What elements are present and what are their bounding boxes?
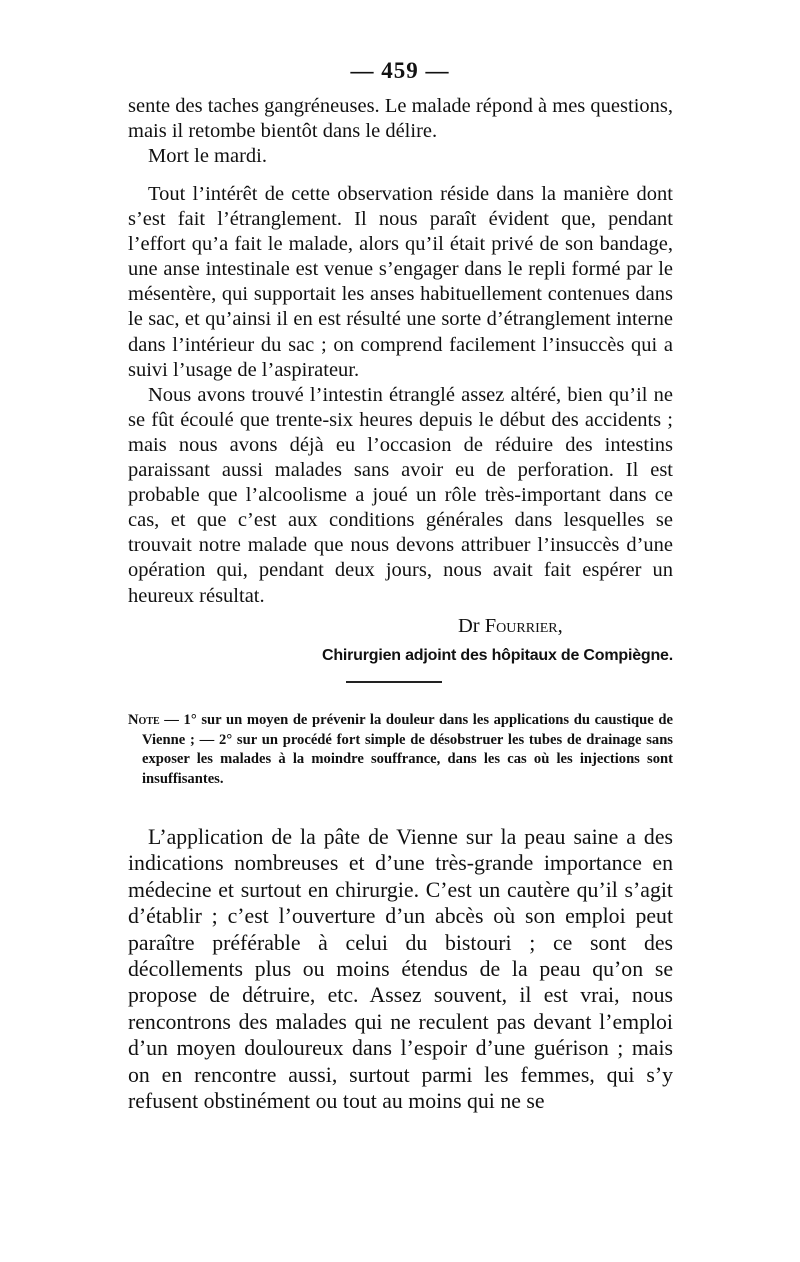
paragraph-observation-1: Tout l’intérêt de cette observation réside dans la manière dont s’est fait l’étranglement. Il nous paraît évident que, pendant l’effort qu’a fait le malade, alors qu’il était privé de son bandage, une anse intestinale est venue s’engager dans le repli formé par le mésentère, qui supportait les anses habituellement contenues dans le sac, et qu’ainsi il en est résulté une sorte d’étranglement interne dans l’intérieur du sac ; on comprend facilement l’insuccès qui a suivi l’usage de l’aspirateur.: [128, 183, 673, 381]
note-label: Note: [128, 712, 160, 728]
note-text: — 1° sur un moyen de prévenir la douleur dans les applications du caustique de Vienne ; — 2° sur un procédé fort simple de désobstruer les tubes de drainage sans exposer les malades à la moindre souffrance, dans les cas où les injections sont insuffisantes.: [142, 712, 673, 787]
observation-text-block: [128, 182, 673, 609]
signature-block: [128, 614, 673, 668]
note-heading: [128, 711, 673, 789]
author-name: Fourrier,: [484, 615, 563, 637]
author-title: Dr: [458, 615, 480, 637]
paragraph-vienna-paste: L’application de la pâte de Vienne sur la peau saine a des indications nombreuses et d’une très-grande importance en médecine et surtout en chirurgie. C’est un cautère qu’il s’agit d’établir ; c’est l’ouverture d’un abcès où son emploi peut paraître préférable à celui du bistouri ; ce sont des décollements plus ou moins étendus de la peau qu’on se propose de détruire, etc. Assez souvent, il est vrai, nous rencontrons des malades qui ne reculent pas devant l’emploi d’un moyen douloureux dans l’espoir d’une guérison ; mais on en rencontre aussi, surtout parmi les femmes, qui s’y refusent obstinément ou tout au moins qui ne se: [128, 825, 673, 1114]
section-divider: [346, 681, 442, 683]
author-line: [128, 614, 673, 639]
paragraph-death-note: Mort le mardi.: [148, 145, 267, 168]
paragraph-observation-2: Nous avons trouvé l’intestin étranglé assez altéré, bien qu’il ne se fût écoulé que trente-six heures depuis le début des accidents ; mais nous avons déjà eu l’occasion de réduire des intestins paraissant aussi malades sans avoir eu de perforation. Il est probable que l’alcoolisme a joué un rôle très-important dans ce cas, et que c’est aux conditions générales dans lesquelles se trouvait notre malade que nous devons attribuer l’insuccès d’une opération qui, pendant deux jours, nous avait fait espérer un heureux résultat.: [128, 383, 673, 607]
paragraph-continuation: sente des taches gangréneuses. Le malade répond à mes questions, mais il retombe bientôt dans le délire.: [128, 95, 673, 143]
author-position: Chirurgien adjoint des hôpitaux de Compiègne.: [321, 647, 673, 664]
page-number: — 459 —: [350, 58, 450, 83]
main-text-block: [128, 824, 673, 1114]
top-text-block: [128, 94, 673, 169]
